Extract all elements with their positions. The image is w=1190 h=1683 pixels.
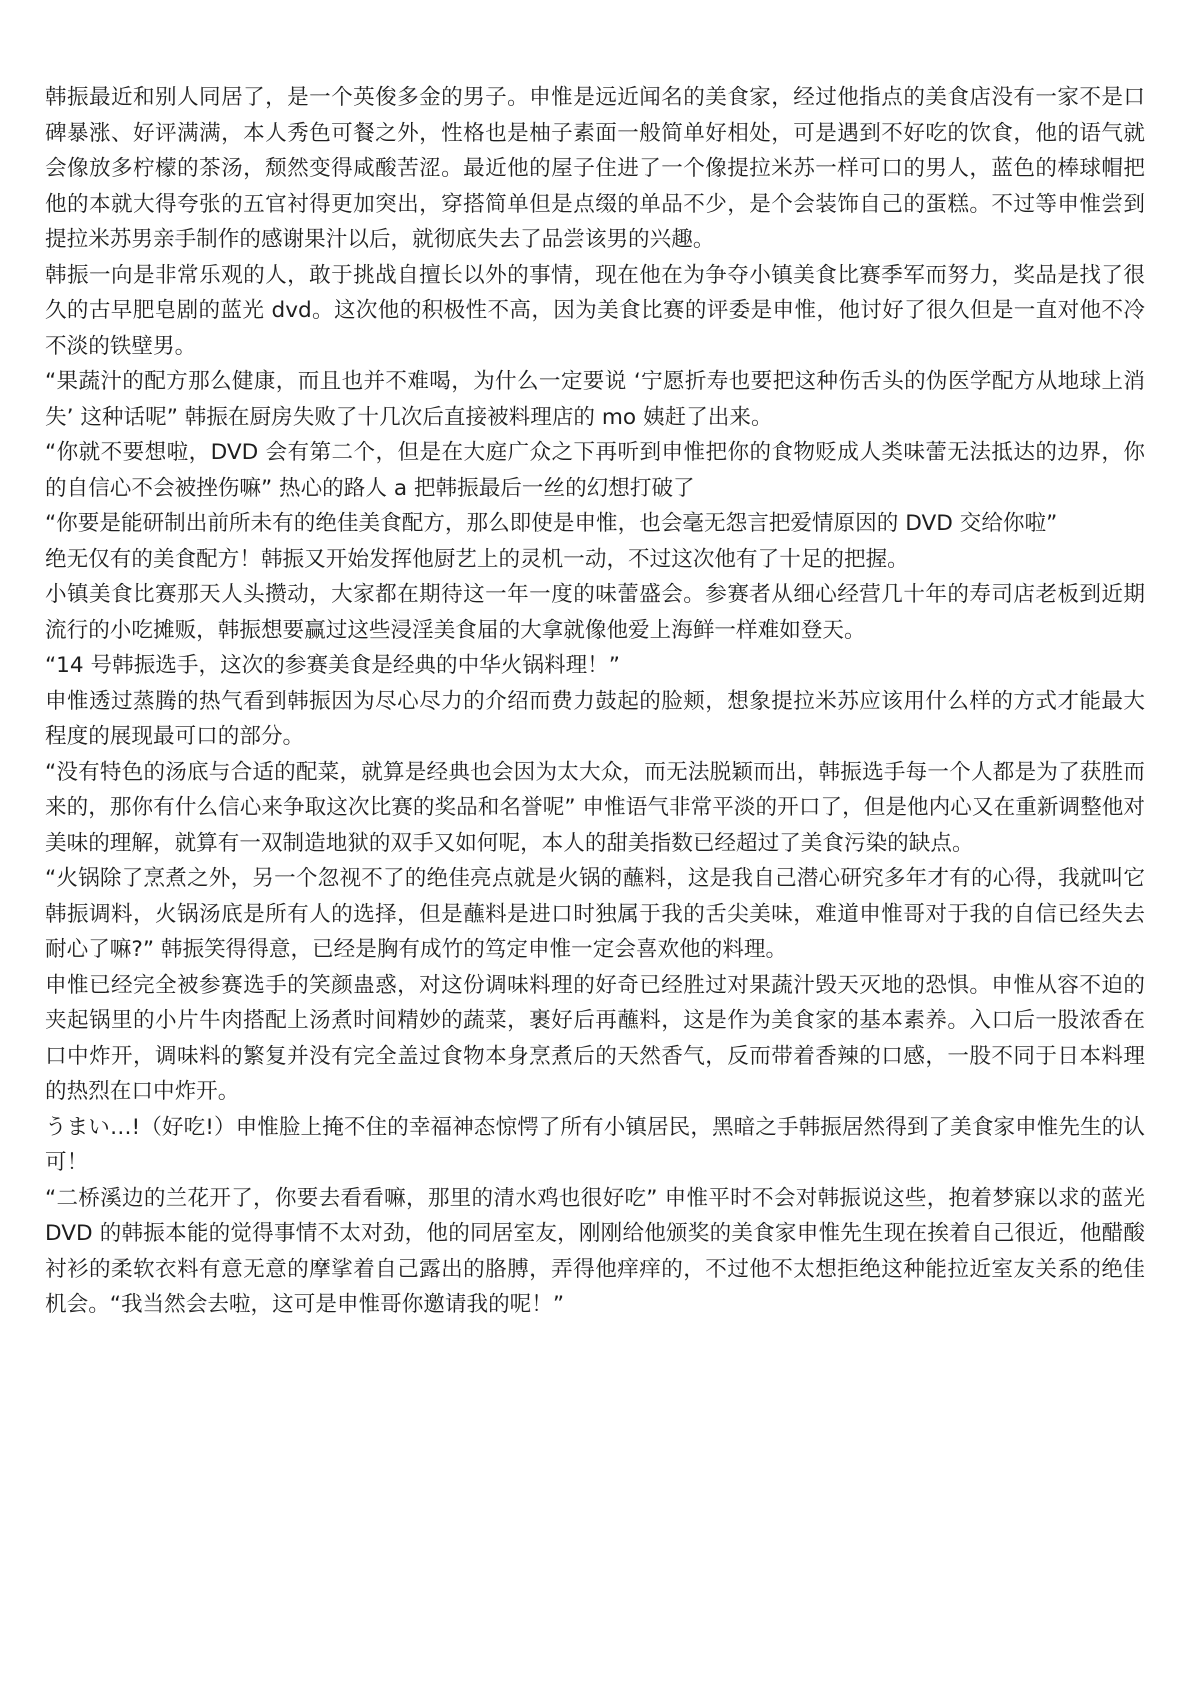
paragraph-10: “没有特色的汤底与合适的配菜，就算是经典也会因为太大众，而无法脱颖而出，韩振选手每一个人都是为了获胜而来的，那你有什么信心来争取这次比赛的奖品和名誉呢” 申惟语气非常平淡的开口了，但是他内心又在重新调整他对美味的理解，就算有一双制造地狱的双手又如何呢，本人的甜美指数已经超过了美食污染的缺点。: [45, 759, 1145, 856]
paragraph-1: 韩振最近和别人同居了，是一个英俊多金的男子。申惟是远近闻名的美食家，经过他指点的美食店没有一家不是口碑暴涨、好评满满，本人秀色可餐之外，性格也是柚子素面一般简单好相处，可是遇到不好吃的饮食，他的语气就会像放多柠檬的茶汤，颓然变得咸酸苦涩。最近他的屋子住进了一个像提拉米苏一样可口的男人，蓝色的棒球帽把他的本就大得夸张的五官衬得更加突出，穿搭简单但是点缀的单品不少，是个会装饰自己的蛋糕。不过等申惟尝到提拉米苏男亲手制作的感谢果汁以后，就彻底失去了品尝该男的兴趣。: [45, 85, 1145, 252]
paragraph-3: “果蔬汁的配方那么健康，而且也并不难喝，为什么一定要说 ‘宁愿折寿也要把这种伤舌头的伪医学配方从地球上消失’ 这种话呢” 韩振在厨房失败了十几次后直接被料理店的 mo 姨赶了出来。: [45, 369, 1145, 430]
paragraph-11: “火锅除了烹煮之外，另一个忽视不了的绝佳亮点就是火锅的蘸料，这是我自己潜心研究多年才有的心得，我就叫它韩振调料，火锅汤底是所有人的选择，但是蘸料是进口时独属于我的舌尖美味，难道申惟哥对于我的自信已经失去耐心了嘛?” 韩振笑得得意，已经是胸有成竹的笃定申惟一定会喜欢他的料理。: [45, 866, 1145, 962]
paragraph-12: 申惟已经完全被参赛选手的笑颜蛊惑，对这份调味料理的好奇已经胜过对果蔬汁毁天灭地的恐惧。申惟从容不迫的夹起锅里的小片牛肉搭配上汤煮时间精妙的蔬菜，裹好后再蘸料，这是作为美食家的基本素养。入口后一股浓香在口中炸开，调味料的繁复并没有完全盖过食物本身烹煮后的天然香气，反而带着香辣的口感，一股不同于日本料理的热烈在口中炸开。: [45, 972, 1145, 1104]
paragraph-7: 小镇美食比赛那天人头攒动，大家都在期待这一年一度的味蕾盛会。参赛者从细心经营几十年的寿司店老板到近期流行的小吃摊贩，韩振想要赢过这些浸淫美食届的大拿就像他爱上海鲜一样难如登天。: [45, 582, 1145, 643]
paragraph-14: “二桥溪边的兰花开了，你要去看看嘛，那里的清水鸡也很好吃” 申惟平时不会对韩振说这些，抱着梦寐以求的蓝光 DVD 的韩振本能的觉得事情不太对劲，他的同居室友，刚刚给他颁奖的美食家申惟先生现在挨着自己很近，他醋酸衬衫的柔软衣料有意无意的摩挲着自己露出的胳膊，弄得他痒痒的，不过他不太想拒绝这种能拉近室友关系的绝佳机会。“我当然会去啦，这可是申惟哥你邀请我的呢！”: [45, 1185, 1145, 1317]
paragraph-8: “14 号韩振选手，这次的参赛美食是经典的中华火锅料理！”: [45, 653, 620, 678]
paragraph-2: 韩振一向是非常乐观的人，敢于挑战自擅长以外的事情，现在他在为争夺小镇美食比赛季军而努力，奖品是找了很久的古早肥皂剧的蓝光 dvd。这次他的积极性不高，因为美食比赛的评委是申惟，他讨好了很久但是一直对他不冷不淡的铁壁男。: [45, 262, 1145, 359]
story-text-body: [45, 80, 1145, 1323]
paragraph-4: “你就不要想啦，DVD 会有第二个，但是在大庭广众之下再听到申惟把你的食物贬成人类味蕾无法抵达的边界，你的自信心不会被挫伤嘛” 热心的路人 a 把韩振最后一丝的幻想打破了: [45, 440, 1145, 501]
paragraph-13: うまい…!（好吃!）申惟脸上掩不住的幸福神态惊愕了所有小镇居民，黑暗之手韩振居然得到了美食家申惟先生的认可！: [45, 1114, 1145, 1175]
paragraph-9: 申惟透过蒸腾的热气看到韩振因为尽心尽力的介绍而费力鼓起的脸颊，想象提拉米苏应该用什么样的方式才能最大程度的展现最可口的部分。: [45, 688, 1145, 749]
paragraph-5: “你要是能研制出前所未有的绝佳美食配方，那么即使是申惟，也会毫无怨言把爱情原因的 DVD 交给你啦”: [45, 511, 1058, 536]
paragraph-6: 绝无仅有的美食配方！韩振又开始发挥他厨艺上的灵机一动，不过这次他有了十足的把握。: [45, 546, 909, 572]
